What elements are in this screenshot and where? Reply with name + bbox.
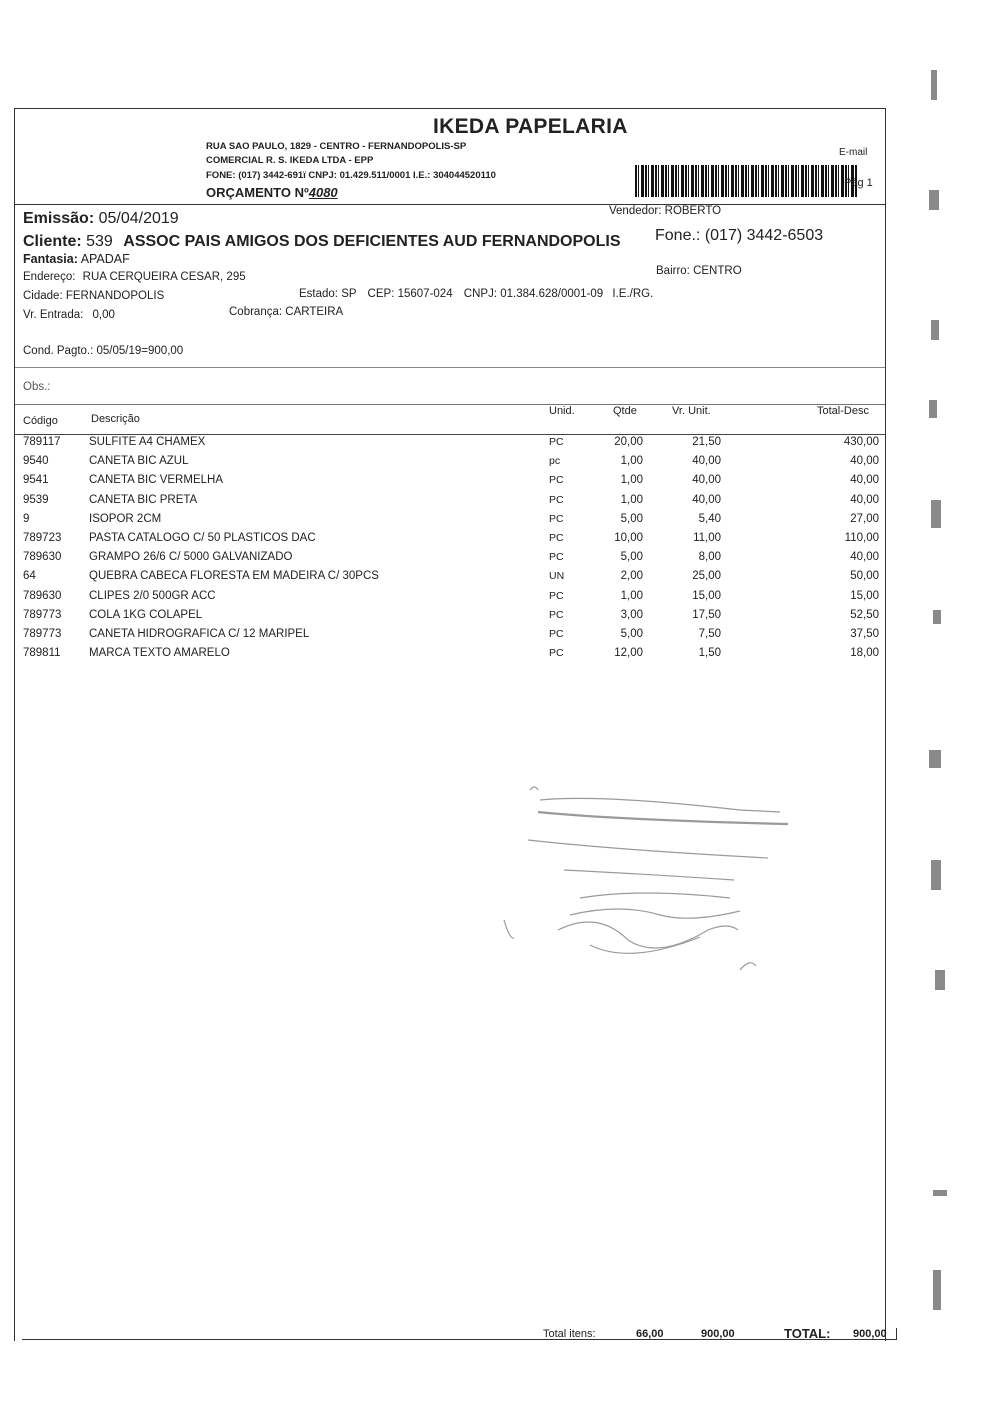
cep-label: CEP: — [367, 288, 395, 300]
cell-qtde: 5,00 — [620, 512, 643, 525]
table-row — [15, 647, 885, 666]
estado-cep-cnpj-row — [299, 288, 653, 300]
cell-vr-unit: 40,00 — [692, 455, 721, 468]
email-label: E-mail — [839, 147, 868, 158]
cell-vr-unit: 8,00 — [698, 551, 721, 564]
cell-descricao: MARCA TEXTO AMARELO — [89, 647, 230, 660]
bairro-row — [656, 265, 742, 277]
vendedor-label: Vendedor: — [609, 205, 662, 217]
total-itens-qtde: 66,00 — [636, 1328, 664, 1340]
cobranca-row — [229, 306, 343, 318]
orcamento-number: 4080 — [308, 185, 338, 200]
estado-value: SP — [341, 288, 357, 300]
cell-descricao: PASTA CATALOGO C/ 50 PLASTICOS DAC — [89, 532, 316, 544]
total-label: TOTAL: — [784, 1326, 831, 1341]
col-header-unid: Unid. — [549, 405, 575, 417]
cell-unid: PC — [549, 647, 564, 660]
document-frame — [14, 108, 886, 1341]
company-legal-name: COMERCIAL R. S. IKEDA LTDA - EPP — [206, 155, 374, 166]
cnpj-value: 01.384.628/0001-09 — [500, 288, 604, 300]
cell-unid: PC — [549, 512, 564, 525]
endereco-row — [23, 271, 246, 283]
cell-total: 40,00 — [850, 493, 879, 506]
cell-codigo: 9539 — [23, 493, 49, 506]
fantasia-value: APADAF — [80, 252, 130, 266]
cell-descricao: CANETA BIC AZUL — [89, 455, 189, 468]
table-row — [15, 513, 885, 532]
cond-divider — [15, 367, 885, 368]
cell-total: 50,00 — [850, 570, 879, 583]
cliente-label: Cliente: — [23, 233, 82, 250]
cell-qtde: 20,00 — [614, 436, 643, 448]
table-row — [15, 551, 885, 570]
cell-codigo: 9540 — [23, 455, 49, 468]
table-row — [15, 628, 885, 647]
table-row — [15, 474, 885, 493]
cobranca-value: CARTEIRA — [285, 306, 344, 318]
cell-descricao: COLA 1KG COLAPEL — [89, 608, 203, 621]
cell-vr-unit: 21,50 — [692, 436, 721, 448]
cell-unid: PC — [549, 474, 564, 487]
table-row — [15, 590, 885, 609]
cell-vr-unit: 40,00 — [692, 474, 721, 487]
binding-hole-marks — [925, 70, 965, 1360]
table-row — [15, 609, 885, 628]
cell-codigo: 789630 — [23, 551, 62, 564]
table-row — [15, 570, 885, 589]
company-phone: FONE: (017) 3442-691ï CNPJ: 01.429.511/0001 I.E.: 304044520110 — [206, 170, 496, 181]
cidade-label: Cidade: — [23, 290, 63, 302]
bairro-label: Bairro: — [656, 265, 690, 277]
fone-value: (017) 3442-6503 — [704, 227, 824, 244]
vendedor-row — [609, 205, 721, 217]
cell-descricao: GRAMPO 26/6 C/ 5000 GALVANIZADO — [89, 551, 293, 564]
cell-qtde: 10,00 — [614, 532, 643, 544]
cell-descricao: CANETA HIDROGRAFICA C/ 12 MARIPEL — [89, 628, 310, 640]
entrada-row — [23, 309, 115, 321]
cell-unid: PC — [549, 589, 564, 602]
orcamento-label: ORÇAMENTO Nº — [206, 185, 309, 200]
cell-vr-unit: 7,50 — [698, 628, 721, 640]
cell-qtde: 5,00 — [620, 551, 643, 564]
cell-codigo: 9541 — [23, 474, 49, 487]
cell-codigo: 789811 — [23, 647, 61, 660]
cell-descricao: SULFITE A4 CHAMEX — [89, 436, 206, 448]
emissao-date: 05/04/2019 — [98, 210, 179, 227]
cell-qtde: 3,00 — [620, 608, 643, 621]
footer-divider — [22, 1339, 896, 1340]
cell-qtde: 1,00 — [620, 474, 643, 487]
cliente-name: ASSOC PAIS AMIGOS DOS DEFICIENTES AUD FERNANDOPOLIS — [123, 233, 621, 250]
cell-codigo: 789773 — [23, 628, 62, 640]
cell-codigo: 9 — [23, 512, 30, 525]
cell-unid: PC — [549, 551, 564, 564]
cell-qtde: 5,00 — [620, 628, 643, 640]
cell-qtde: 1,00 — [620, 589, 643, 602]
obs-divider — [15, 404, 885, 405]
total-itens-label: Total itens: — [543, 1328, 596, 1340]
cell-vr-unit: 25,00 — [692, 570, 721, 583]
cell-descricao: CANETA BIC PRETA — [89, 493, 198, 506]
endereco-label: Endereço: — [23, 271, 76, 283]
cell-descricao: CLIPES 2/0 500GR ACC — [89, 589, 216, 602]
cell-descricao: CANETA BIC VERMELHA — [89, 474, 223, 487]
table-row — [15, 436, 885, 455]
cell-unid: PC — [549, 532, 564, 544]
cell-unid: PC — [549, 436, 564, 448]
obs-label: Obs.: — [23, 381, 51, 393]
estado-label: Estado: — [299, 288, 338, 300]
footer-divider-end — [896, 1328, 897, 1340]
table-row — [15, 494, 885, 513]
endereco-value: RUA CERQUEIRA CESAR, 295 — [82, 271, 246, 283]
company-name: IKEDA PAPELARIA — [433, 115, 628, 138]
cell-unid: PC — [549, 493, 564, 506]
col-header-qtde: Qtde — [613, 405, 637, 417]
stamp-signature — [500, 770, 800, 990]
cell-total: 15,00 — [850, 589, 879, 602]
cell-total: 27,00 — [850, 512, 879, 525]
cell-vr-unit: 17,50 — [692, 608, 721, 621]
cell-qtde: 12,00 — [614, 647, 643, 660]
cell-qtde: 1,00 — [620, 493, 643, 506]
cell-descricao: QUEBRA CABECA FLORESTA EM MADEIRA C/ 30PCS — [89, 570, 379, 583]
cell-codigo: 789773 — [23, 608, 62, 621]
cell-codigo: 64 — [23, 570, 36, 583]
cell-total: 40,00 — [850, 455, 879, 468]
cell-vr-unit: 15,00 — [692, 589, 721, 602]
emissao-label: Emissão: — [23, 210, 95, 227]
table-row — [15, 455, 885, 474]
cell-codigo: 789117 — [23, 436, 61, 448]
ie-label: I.E./RG. — [612, 288, 654, 300]
cell-qtde: 2,00 — [620, 570, 643, 583]
cell-total: 430,00 — [843, 436, 879, 448]
cidade-row — [23, 290, 164, 302]
bairro-value: CENTRO — [693, 265, 742, 277]
vendedor-name: ROBERTO — [664, 205, 722, 217]
cell-unid: UN — [549, 570, 565, 583]
cell-total: 52,50 — [850, 608, 879, 621]
entrada-label: Vr. Entrada: — [23, 309, 84, 321]
fantasia-label: Fantasia: — [23, 252, 78, 266]
cell-total: 18,00 — [850, 647, 879, 660]
entrada-value: 0,00 — [92, 309, 115, 321]
cliente-row — [23, 233, 621, 251]
cell-vr-unit: 1,50 — [698, 647, 721, 660]
cidade-value: FERNANDOPOLIS — [65, 290, 165, 302]
fantasia-row — [23, 252, 130, 266]
col-header-codigo: Código — [23, 415, 58, 427]
barcode — [635, 165, 857, 197]
cell-descricao: ISOPOR 2CM — [89, 512, 162, 525]
fone-row — [655, 227, 823, 245]
total-itens-valor: 900,00 — [701, 1328, 735, 1340]
orcamento-title — [206, 185, 338, 200]
table-row — [15, 532, 885, 551]
page-number: Pág 1 — [844, 177, 873, 189]
cep-value: 15607-024 — [397, 288, 453, 300]
cond-pagto: Cond. Pagto.: 05/05/19=900,00 — [23, 345, 184, 357]
cell-unid: pc — [549, 455, 561, 468]
col-header-vr-unit: Vr. Unit. — [672, 405, 711, 417]
cell-unid: PC — [549, 628, 564, 640]
emissao-row — [23, 210, 179, 228]
cell-vr-unit: 11,00 — [693, 532, 721, 544]
fone-label: Fone.: — [655, 227, 701, 244]
cell-vr-unit: 40,00 — [692, 493, 721, 506]
cell-qtde: 1,00 — [620, 455, 643, 468]
table-header-divider — [15, 434, 885, 435]
cnpj-label: CNPJ: — [463, 288, 498, 300]
cell-total: 110,00 — [844, 532, 879, 544]
col-header-descricao: Descrição — [91, 413, 140, 425]
cliente-code: 539 — [86, 233, 113, 250]
cell-codigo: 789723 — [23, 532, 62, 544]
cobranca-label: Cobrança: — [229, 306, 283, 318]
header-divider — [15, 204, 885, 205]
cell-total: 40,00 — [850, 551, 879, 564]
cell-codigo: 789630 — [23, 589, 62, 602]
cell-total: 40,00 — [850, 474, 879, 487]
total-value: 900,00 — [853, 1328, 887, 1340]
col-header-total: Total-Desc — [817, 405, 869, 417]
cell-unid: PC — [549, 608, 564, 621]
company-address: RUA SAO PAULO, 1829 - CENTRO - FERNANDOPOLIS-SP — [206, 141, 467, 152]
cell-vr-unit: 5,40 — [698, 512, 721, 525]
cell-total: 37,50 — [850, 628, 879, 640]
